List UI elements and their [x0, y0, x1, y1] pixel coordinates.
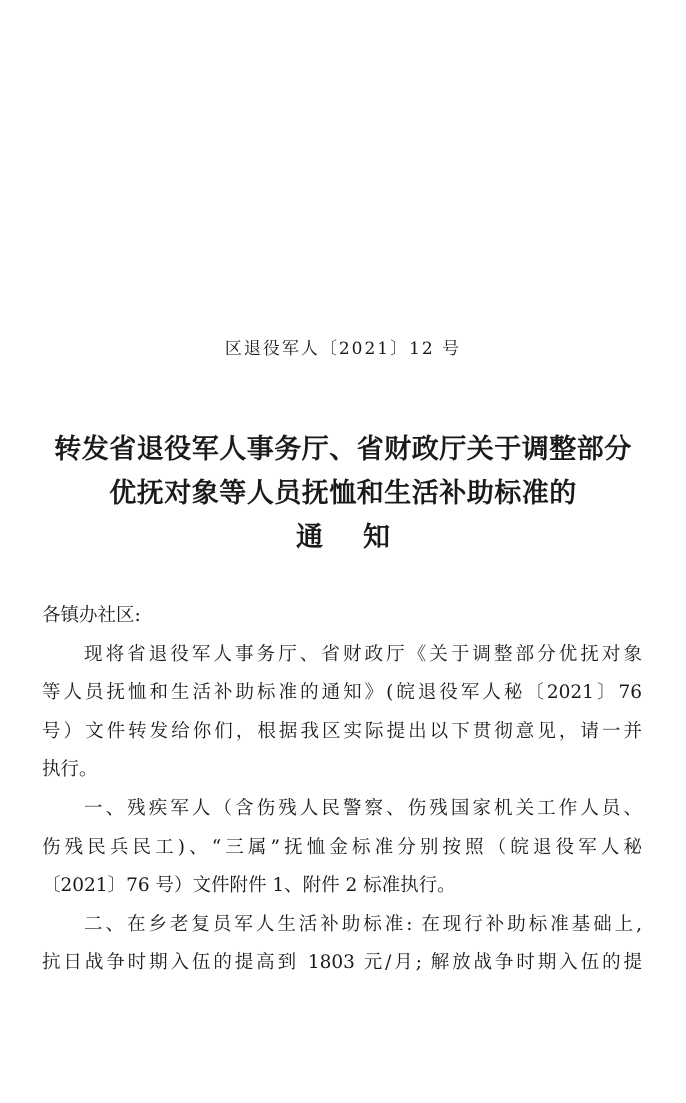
- paragraph-line: 伤残民兵民工)、“三属”抚恤金标准分别按照（皖退役军人秘: [42, 836, 642, 858]
- paragraph-line: 号）文件转发给你们，根据我区实际提出以下贯彻意见，请一并: [42, 720, 642, 742]
- paragraph-line: 现将省退役军人事务厅、省财政厅《关于调整部分优抚对象: [84, 643, 642, 665]
- title-line-2: 优抚对象等人员抚恤和生活补助标准的: [109, 478, 577, 509]
- document-title: [0, 428, 686, 560]
- salutation: 各镇办社区:: [42, 605, 141, 626]
- paragraph-line: 抗日战争时期入伍的提高到 1803 元/月; 解放战争时期入伍的提: [42, 952, 642, 974]
- paragraph-line: 一、残疾军人（含伤残人民警察、伤残国家机关工作人员、: [84, 797, 642, 819]
- paragraph-1: [42, 636, 642, 790]
- paragraph-3: [42, 906, 642, 983]
- paragraph-2: [42, 790, 642, 906]
- document-body: [42, 597, 642, 983]
- title-line-3: 通知: [296, 522, 430, 553]
- paragraph-line: 等人员抚恤和生活补助标准的通知》(皖退役军人秘〔2021〕76: [42, 682, 642, 704]
- paragraph-line: 执行。: [42, 759, 98, 781]
- title-line-1: 转发省退役军人事务厅、省财政厅关于调整部分: [54, 434, 632, 465]
- paragraph-line: 二、在乡老复员军人生活补助标准: 在现行补助标准基础上,: [84, 913, 642, 935]
- paragraph-line: 〔2021〕76 号）文件附件 1、附件 2 标准执行。: [42, 875, 456, 897]
- document-number: 区退役军人〔2021〕12 号: [224, 339, 462, 359]
